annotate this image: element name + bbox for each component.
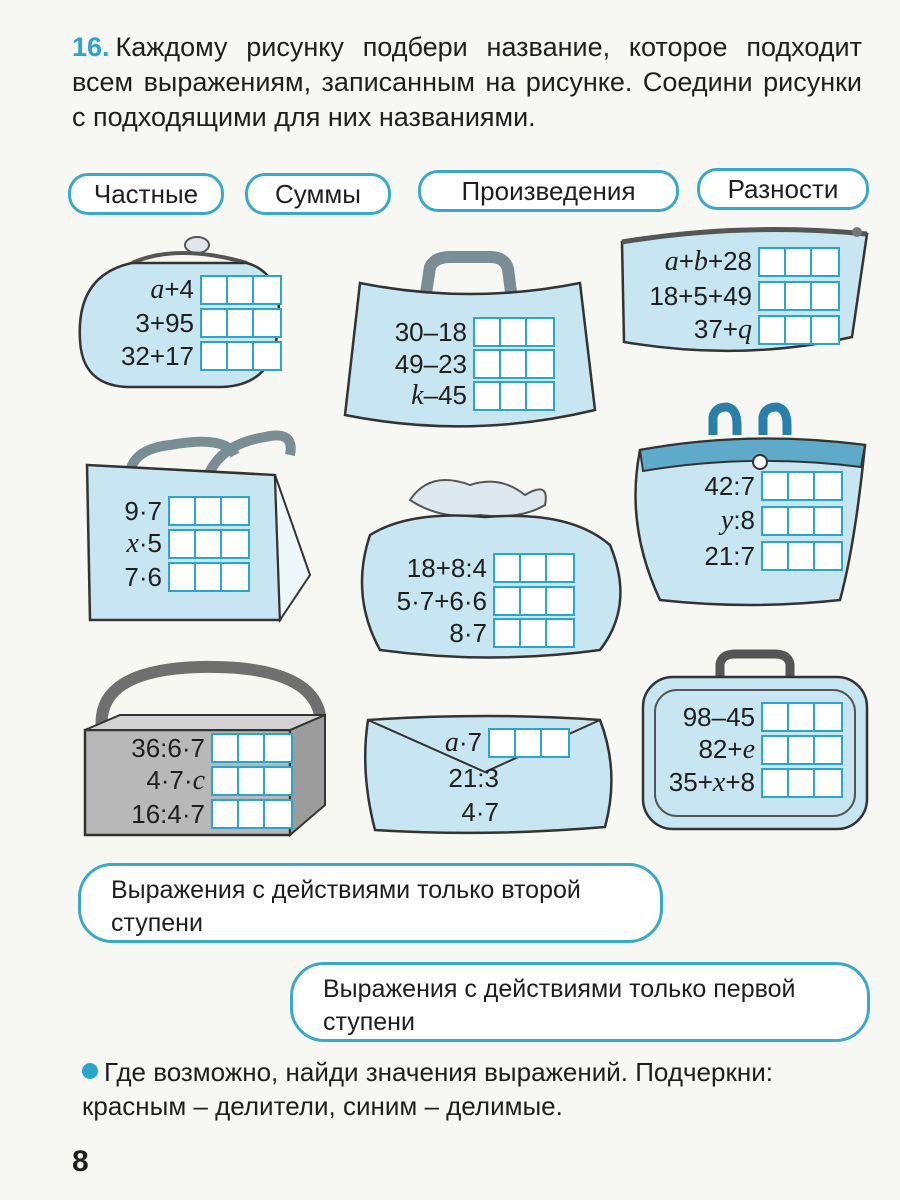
expr-row: [85, 495, 250, 527]
answer-box[interactable]: [488, 728, 570, 758]
expr-row: [350, 585, 575, 617]
expression: k–45: [411, 380, 467, 411]
answer-box[interactable]: [211, 799, 293, 829]
expression: 4·7·c: [146, 765, 205, 796]
expression: 5·7+6·6: [396, 585, 487, 616]
expression: x·5: [126, 528, 162, 559]
expr-row: [72, 274, 282, 306]
expr-row: [365, 727, 570, 759]
expression: 18+5+49: [649, 280, 752, 311]
answer-box[interactable]: [168, 529, 250, 559]
expr-row: [365, 796, 505, 828]
answer-box[interactable]: [473, 317, 555, 347]
expr-row: [612, 280, 840, 312]
answer-box[interactable]: [761, 471, 843, 501]
expression: a·7: [444, 727, 482, 758]
expr-row: [350, 380, 555, 412]
answer-box[interactable]: [493, 586, 575, 616]
expr-row: [612, 246, 840, 278]
answer-box[interactable]: [211, 733, 293, 763]
name-label-quotients[interactable]: Частные: [68, 173, 224, 215]
expr-row: [645, 734, 843, 766]
expression: 21:7: [704, 540, 755, 571]
answer-box[interactable]: [758, 281, 840, 311]
expr-row: [88, 798, 293, 830]
expr-row: [72, 340, 282, 372]
answer-box[interactable]: [168, 496, 250, 526]
expression: 98–45: [682, 701, 755, 732]
expr-row: [645, 767, 843, 799]
expression: 16:4·7: [131, 798, 205, 829]
expression: 3+95: [135, 307, 194, 338]
group-label-second-stage[interactable]: Выражения с действиями только второй ступени: [78, 863, 663, 943]
expr-row: [85, 561, 250, 593]
expr-row: [350, 316, 555, 348]
answer-box[interactable]: [761, 506, 843, 536]
expression: y:8: [720, 505, 755, 536]
expression: a+b+28: [664, 246, 752, 277]
expr-row: [625, 505, 843, 537]
expr-row: [350, 348, 555, 380]
answer-box[interactable]: [211, 766, 293, 796]
expr-row: [645, 701, 843, 733]
expr-row: [350, 552, 575, 584]
expression: 4·7: [461, 796, 499, 827]
footer-text: Где возможно, найди значения выражений. Подчеркни: красным – делители, синим – делимые.: [82, 1057, 773, 1121]
expression: 21:3: [448, 762, 499, 793]
expression: 9·7: [124, 495, 162, 526]
expr-row: [350, 617, 575, 649]
answer-box[interactable]: [200, 308, 282, 338]
expression: 30–18: [394, 316, 467, 347]
expr-row: [88, 765, 293, 797]
answer-box[interactable]: [761, 768, 843, 798]
expression: 32+17: [120, 340, 194, 371]
expr-row: [612, 314, 840, 346]
answer-box[interactable]: [493, 618, 575, 648]
expr-row: [625, 470, 843, 502]
name-label-differences[interactable]: Разности: [697, 168, 869, 210]
expr-row: [625, 540, 843, 572]
group-label-first-stage[interactable]: Выражения с действиями только первой ступени: [290, 962, 870, 1042]
expression: 49–23: [394, 348, 467, 379]
task-text: Каждому рисунку подбери название, которое подходит всем выражениям, записанным на рисунке. Соедини рисунки с подходящими для них названиями.: [72, 32, 862, 132]
name-label-sums[interactable]: Суммы: [245, 173, 391, 215]
expression: 82+e: [698, 734, 755, 765]
task-number: 16.: [72, 32, 110, 62]
expression: 8·7: [449, 617, 487, 648]
expression: 7·6: [124, 561, 162, 592]
expression: a+4: [150, 274, 194, 305]
expr-row: [88, 732, 293, 764]
bullet-icon: [82, 1063, 98, 1079]
answer-box[interactable]: [761, 702, 843, 732]
page-number: 8: [72, 1145, 89, 1178]
expression: 35+x+8: [668, 767, 755, 798]
answer-box[interactable]: [168, 562, 250, 592]
expr-row: [85, 528, 250, 560]
answer-box[interactable]: [473, 349, 555, 379]
answer-box[interactable]: [758, 315, 840, 345]
expr-row: [365, 762, 505, 794]
expression: 36:6·7: [131, 732, 205, 763]
answer-box[interactable]: [758, 247, 840, 277]
expression: 18+8:4: [406, 552, 487, 583]
answer-box[interactable]: [761, 735, 843, 765]
footer-instruction: [82, 1055, 882, 1123]
name-label-products[interactable]: Произведения: [418, 170, 679, 212]
task-statement: [72, 30, 862, 135]
answer-box[interactable]: [493, 553, 575, 583]
answer-box[interactable]: [200, 275, 282, 305]
answer-box[interactable]: [473, 381, 555, 411]
expression: 42:7: [704, 470, 755, 501]
answer-box[interactable]: [761, 541, 843, 571]
expression: 37+q: [693, 314, 752, 345]
answer-box[interactable]: [200, 341, 282, 371]
expr-row: [72, 307, 282, 339]
